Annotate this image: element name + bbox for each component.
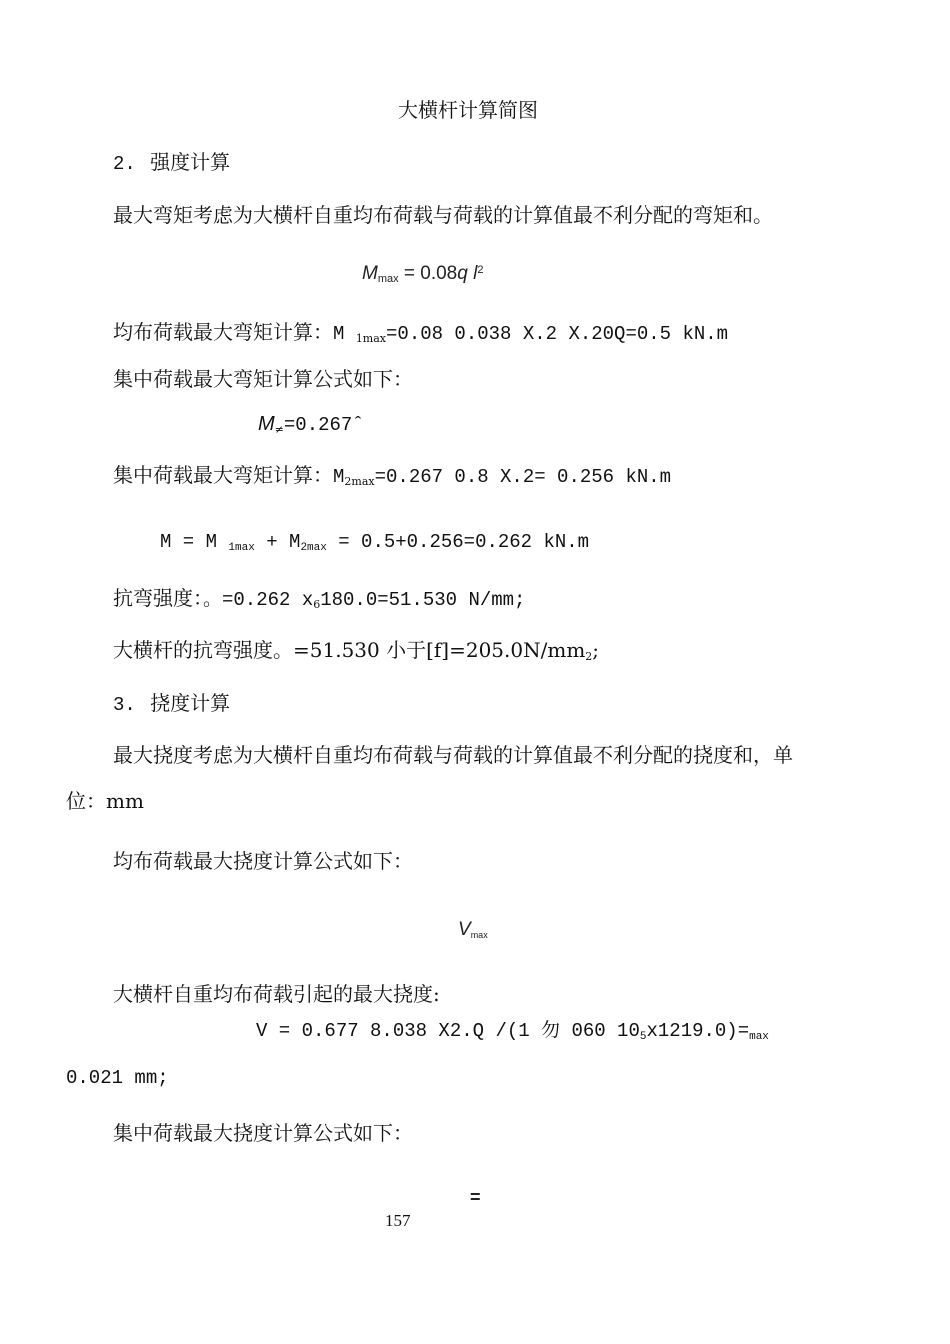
uniform-deflection-intro: 均布荷载最大挠度计算公式如下： xyxy=(113,849,413,873)
symbol: M xyxy=(333,466,345,488)
self-weight-deflection-label: 大横杆自重均布荷载引起的最大挠度: xyxy=(113,982,440,1006)
subscript-max: max xyxy=(749,1031,769,1043)
subscript: 1max xyxy=(355,332,387,345)
subscript-1: 1max xyxy=(228,542,255,554)
value: =0.267 0.8 X.2= 0.256 kN.m xyxy=(374,466,672,488)
part-a: M = M xyxy=(160,531,229,553)
formula-equals: = xyxy=(470,1187,481,1207)
formula-symbol: M xyxy=(258,413,275,435)
total-moment-calc xyxy=(160,529,589,561)
bar-bending-strength xyxy=(113,637,599,670)
part-a: V = 0.677 8.038 X2.Q /(1 勿 060 10 xyxy=(256,1020,640,1042)
label: 集中荷载最大弯矩计算： xyxy=(113,463,333,487)
figure-caption: 大横杆计算简图 xyxy=(398,98,538,122)
section-title: 强度计算 xyxy=(150,150,231,174)
concentrated-deflection-intro: 集中荷载最大挠度计算公式如下： xyxy=(113,1121,413,1145)
label: 抗弯强度： xyxy=(113,586,203,610)
formula-mmax xyxy=(362,263,483,285)
part-b: x1219.0)= xyxy=(646,1020,750,1042)
formula-exponent: 2 xyxy=(477,264,484,276)
formula-vmax xyxy=(458,919,488,941)
uniform-moment-calc xyxy=(113,319,728,352)
end: ; xyxy=(592,638,600,662)
formula-subscript: ≠ xyxy=(274,423,284,436)
symbol: M xyxy=(333,323,356,345)
formula-symbol: M xyxy=(362,263,378,284)
value-b: 180.0=51.530 N/mm; xyxy=(320,589,526,611)
section-heading-deflection xyxy=(113,690,230,718)
subscript: 2max xyxy=(344,475,375,488)
concentrated-moment-calc xyxy=(113,462,671,495)
text: 大横杆的抗弯强度。=51.530 小于[f]=205.0N/mm xyxy=(113,638,586,662)
deflection-calc xyxy=(256,1018,769,1050)
formula-l: l xyxy=(473,263,478,284)
concentrated-formula-intro: 集中荷载最大弯矩计算公式如下： xyxy=(113,367,413,391)
page-number: 157 xyxy=(385,1211,411,1230)
paragraph-max-moment: 最大弯矩考虑为大横杆自重均布荷载与荷载的计算值最不利分配的弯矩和。 xyxy=(113,203,773,227)
part-c: = 0.5+0.256=0.262 kN.m xyxy=(326,531,590,553)
section-number: 2. xyxy=(113,153,136,175)
subscript-2: 2max xyxy=(300,542,327,554)
subscript: 6 xyxy=(313,598,321,611)
formula-q: q xyxy=(457,263,468,284)
formula-subscript: max xyxy=(470,930,488,940)
paragraph-deflection-line1: 最大挠度考虑为大横杆自重均布荷载与荷载的计算值最不利分配的挠度和，单 xyxy=(113,743,793,767)
formula-rhs: = 0.08 xyxy=(403,263,458,284)
bending-strength xyxy=(113,585,525,618)
label: 均布荷载最大弯矩计算： xyxy=(113,320,333,344)
section-title: 挠度计算 xyxy=(150,691,231,715)
formula-symbol: V xyxy=(458,919,471,940)
section-heading-strength xyxy=(113,149,230,177)
section-number: 3. xyxy=(113,694,136,716)
value-a: 。=0.262 x xyxy=(203,589,314,611)
formula-mp xyxy=(258,410,364,443)
value: =0.08 0.038 X.2 X.20Q=0.5 kN.m xyxy=(386,323,729,345)
subscript-power: 5 xyxy=(639,1031,647,1043)
formula-value: =0.267ˆ xyxy=(283,414,364,436)
formula-subscript: max xyxy=(377,273,399,285)
deflection-result: 0.021 mm; xyxy=(66,1067,169,1089)
part-b: + M xyxy=(254,531,301,553)
subscript: 2 xyxy=(585,650,593,663)
paragraph-deflection-line2: 位：mm xyxy=(66,789,144,813)
